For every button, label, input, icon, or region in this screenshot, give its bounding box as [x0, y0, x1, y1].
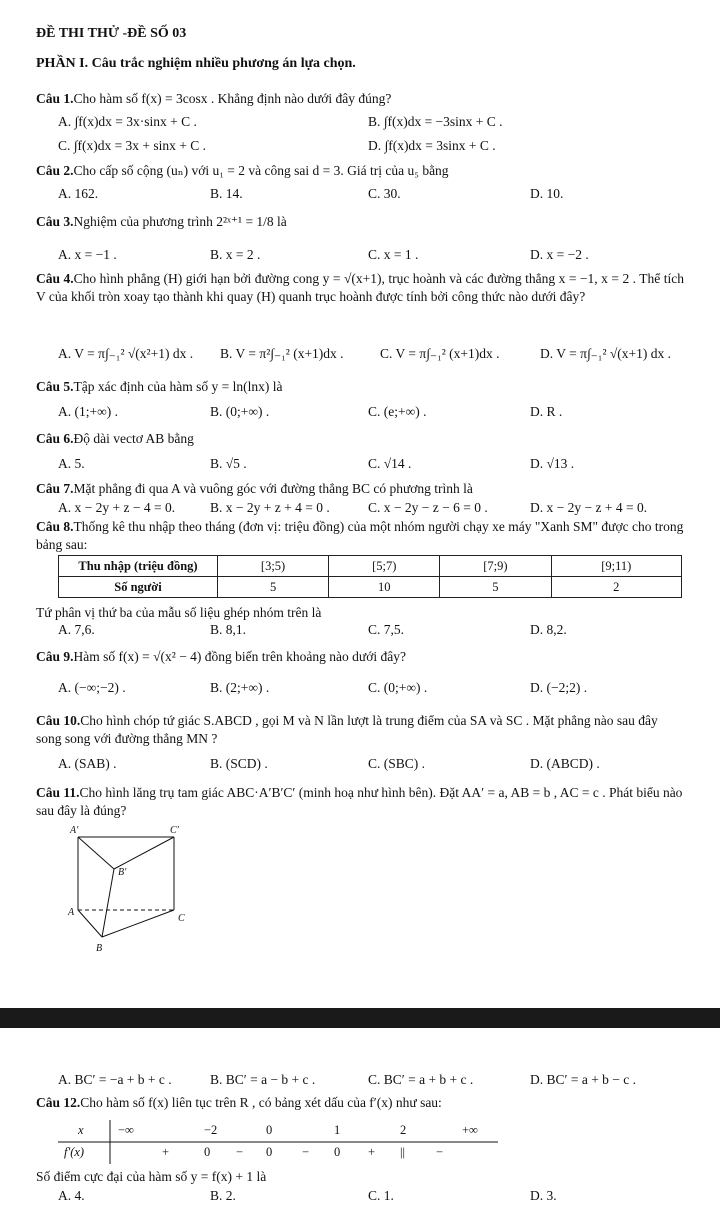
- option-c[interactable]: C. (SBC) .: [368, 756, 426, 771]
- option-a[interactable]: A. 5.: [58, 456, 85, 471]
- option-a[interactable]: A. ∫f(x)dx = 3x·sinx + C .: [58, 114, 197, 129]
- x-value: 1: [334, 1123, 341, 1137]
- option-c[interactable]: C. x − 2y − z − 6 = 0 .: [368, 500, 488, 515]
- option-b[interactable]: B. ∫f(x)dx = −3sinx + C .: [368, 114, 503, 129]
- option-b[interactable]: B. (2;+∞) .: [210, 680, 270, 695]
- option-a[interactable]: A. (1;+∞) .: [58, 404, 118, 419]
- question-8-followup: Tứ phân vị thứ ba của mẫu số liệu ghép nhóm trên là: [36, 605, 322, 620]
- option-a[interactable]: A. 4.: [58, 1188, 85, 1203]
- sign-x-label: x: [78, 1123, 84, 1137]
- option-d[interactable]: D. R .: [530, 404, 563, 419]
- question-label: Câu 2.: [36, 163, 74, 178]
- option-b[interactable]: B. (SCD) .: [210, 756, 268, 771]
- label-a-prime: A′: [70, 825, 79, 836]
- sign-cell: ||: [400, 1145, 406, 1159]
- question-label: Câu 5.: [36, 379, 74, 394]
- label-a: A: [68, 907, 75, 918]
- question-text: Tập xác định của hàm số y = ln(lnx) là: [73, 379, 283, 394]
- sign-cell: +: [162, 1145, 170, 1159]
- edge-bb1: [102, 869, 114, 937]
- x-value: +∞: [462, 1123, 478, 1137]
- option-a[interactable]: A. 162.: [58, 186, 99, 201]
- question-6: [36, 430, 684, 448]
- sign-cell: 0: [334, 1145, 341, 1159]
- question-text: Cho hàm số f(x) liên tục trên R , có bảng xét dấu của f′(x) như sau:: [80, 1095, 442, 1110]
- table-cell: [9;11): [551, 556, 681, 577]
- question-2: [36, 162, 684, 180]
- question-label: Câu 7.: [36, 481, 74, 496]
- question-text: Độ dài vectơ AB bằng: [73, 431, 194, 446]
- option-d[interactable]: D. 8,2.: [530, 622, 567, 637]
- income-table: [58, 555, 682, 598]
- sign-cell: +: [368, 1145, 376, 1159]
- table-header-count: Số người: [59, 577, 218, 598]
- question-label: Câu 11.: [36, 785, 80, 800]
- question-label: Câu 6.: [36, 431, 74, 446]
- question-label: Câu 1.: [36, 91, 74, 106]
- question-text: Cho cấp số cộng (uₙ) với u₁ = 2 và công sai d = 3. Giá trị của u₅ bằng: [73, 163, 449, 178]
- option-b[interactable]: B. V = π²∫₋₁² (x+1)dx .: [220, 346, 344, 361]
- question-4: [36, 270, 684, 306]
- question-12: [36, 1094, 684, 1112]
- option-a[interactable]: A. V = π∫₋₁² √(x²+1) dx .: [58, 346, 194, 361]
- sign-cell: −: [436, 1145, 444, 1159]
- option-d[interactable]: D. ∫f(x)dx = 3sinx + C .: [368, 138, 496, 153]
- sign-cell: 0: [266, 1145, 273, 1159]
- question-label: Câu 8.: [36, 519, 74, 534]
- question-9: [36, 648, 684, 666]
- prism-figure: [58, 825, 198, 955]
- option-c[interactable]: C. BC′ = a + b + c .: [368, 1072, 474, 1087]
- sign-cell: −: [302, 1145, 310, 1159]
- question-text: Nghiệm của phương trình 2²ˣ⁺¹ = 1/8 là: [73, 214, 287, 229]
- label-c-prime: C′: [170, 825, 179, 836]
- option-c[interactable]: C. (0;+∞) .: [368, 680, 428, 695]
- x-value: 0: [266, 1123, 273, 1137]
- x-value: −2: [204, 1123, 218, 1137]
- option-c[interactable]: C. V = π∫₋₁² (x+1)dx .: [380, 346, 500, 361]
- label-b: B: [96, 943, 103, 954]
- option-a[interactable]: A. 7,6.: [58, 622, 95, 637]
- sign-cell: 0: [204, 1145, 211, 1159]
- table-cell: [3;5): [218, 556, 329, 577]
- question-12-followup: Số điểm cực đại của hàm số y = f(x) + 1 là: [36, 1169, 267, 1184]
- question-label: Câu 3.: [36, 214, 74, 229]
- option-b[interactable]: B. 2.: [210, 1188, 236, 1203]
- table-row: [59, 577, 682, 598]
- question-5: [36, 378, 684, 396]
- option-b[interactable]: B. x = 2 .: [210, 247, 261, 262]
- table-cell: 5: [440, 577, 551, 598]
- option-d[interactable]: D. (ABCD) .: [530, 756, 600, 771]
- question-text: Cho hàm số f(x) = 3cosx . Khẳng định nào dưới đây đúng?: [73, 91, 392, 106]
- option-c[interactable]: C. ∫f(x)dx = 3x + sinx + C .: [58, 138, 207, 153]
- question-label: Câu 4.: [36, 271, 74, 286]
- option-b[interactable]: B. BC′ = a − b + c .: [210, 1072, 316, 1087]
- option-d[interactable]: D. (−2;2) .: [530, 680, 588, 695]
- table-row: [59, 556, 682, 577]
- question-text: Thống kê thu nhập theo tháng (đơn vị: triệu đồng) của một nhóm người chạy xe máy "Xanh SM" được cho trong bảng sau:: [36, 519, 684, 552]
- option-a[interactable]: A. (−∞;−2) .: [58, 680, 126, 695]
- question-11: [36, 784, 684, 820]
- table-cell: [5;7): [329, 556, 440, 577]
- option-d[interactable]: D. 3.: [530, 1188, 557, 1203]
- option-c[interactable]: C. x = 1 .: [368, 247, 419, 262]
- question-7: [36, 480, 684, 498]
- option-b[interactable]: B. x − 2y + z + 4 = 0 .: [210, 500, 330, 515]
- question-label: Câu 9.: [36, 649, 74, 664]
- option-d[interactable]: D. √13 .: [530, 456, 575, 471]
- table-cell: 10: [329, 577, 440, 598]
- question-8: [36, 518, 684, 554]
- option-d[interactable]: D. 10.: [530, 186, 564, 201]
- option-d[interactable]: D. V = π∫₋₁² √(x+1) dx .: [540, 346, 672, 361]
- edge-bc: [102, 910, 174, 937]
- table-cell: 2: [551, 577, 681, 598]
- option-a[interactable]: A. x = −1 .: [58, 247, 117, 262]
- question-label: Câu 12.: [36, 1095, 81, 1110]
- edge-a1b1: [78, 837, 114, 869]
- edge-ab: [78, 910, 102, 937]
- page-divider-band: [0, 1008, 720, 1028]
- option-a[interactable]: A. BC′ = −a + b + c .: [58, 1072, 172, 1087]
- option-c[interactable]: C. 1.: [368, 1188, 394, 1203]
- question-text: Cho hình lăng trụ tam giác ABC·A′B′C′ (minh hoạ như hình bên). Đặt AA′ = a, AB = b , AC = c . Phát biểu nào sau đây là đúng?: [36, 785, 683, 818]
- edge-b1c1: [114, 837, 174, 869]
- option-b[interactable]: B. √5 .: [210, 456, 247, 471]
- part-heading: PHẦN I. Câu trắc nghiệm nhiều phương án lựa chọn.: [36, 56, 356, 71]
- option-b[interactable]: B. 14.: [210, 186, 243, 201]
- label-b-prime: B′: [118, 867, 127, 878]
- sign-table: [58, 1120, 498, 1164]
- option-b[interactable]: B. (0;+∞) .: [210, 404, 270, 419]
- option-c[interactable]: C. (e;+∞) .: [368, 404, 427, 419]
- question-10: [36, 712, 684, 748]
- option-d[interactable]: D. BC′ = a + b − c .: [530, 1072, 637, 1087]
- question-text: Cho hình phẳng (H) giới hạn bởi đường cong y = √(x+1), trục hoành và các đường thẳng x = −1, x = 2 . Thể tích V của khối tròn xoay tạo thành khi quay (H) quanh trục hoành được tính bởi công thức nào dưới đây?: [36, 271, 685, 304]
- x-value: −∞: [118, 1123, 134, 1137]
- question-label: Câu 10.: [36, 713, 81, 728]
- sign-cell: −: [236, 1145, 244, 1159]
- exam-title: ĐỀ THI THỬ -ĐỀ SỐ 03: [36, 26, 187, 41]
- label-c: C: [178, 913, 185, 924]
- question-1: [36, 90, 684, 108]
- question-3: [36, 213, 684, 231]
- table-header-income: Thu nhập (triệu đồng): [59, 556, 218, 577]
- option-d[interactable]: D. x = −2 .: [530, 247, 589, 262]
- option-a[interactable]: A. x − 2y + z − 4 = 0.: [58, 500, 176, 515]
- option-c[interactable]: C. 30.: [368, 186, 401, 201]
- table-cell: 5: [218, 577, 329, 598]
- option-a[interactable]: A. (SAB) .: [58, 756, 117, 771]
- option-d[interactable]: D. x − 2y − z + 4 = 0.: [530, 500, 648, 515]
- option-c[interactable]: C. √14 .: [368, 456, 412, 471]
- option-c[interactable]: C. 7,5.: [368, 622, 405, 637]
- option-b[interactable]: B. 8,1.: [210, 622, 247, 637]
- sign-fprime-label: f′(x): [64, 1145, 85, 1159]
- question-text: Cho hình chóp tứ giác S.ABCD , gọi M và N lần lượt là trung điểm của SA và SC . Mặt phẳng nào sau đây song song với đường thẳng MN ?: [36, 713, 658, 746]
- x-value: 2: [400, 1123, 407, 1137]
- question-text: Hàm số f(x) = √(x² − 4) đồng biến trên khoảng nào dưới đây?: [73, 649, 406, 664]
- question-text: Mặt phẳng đi qua A và vuông góc với đường thẳng BC có phương trình là: [73, 481, 473, 496]
- table-cell: [7;9): [440, 556, 551, 577]
